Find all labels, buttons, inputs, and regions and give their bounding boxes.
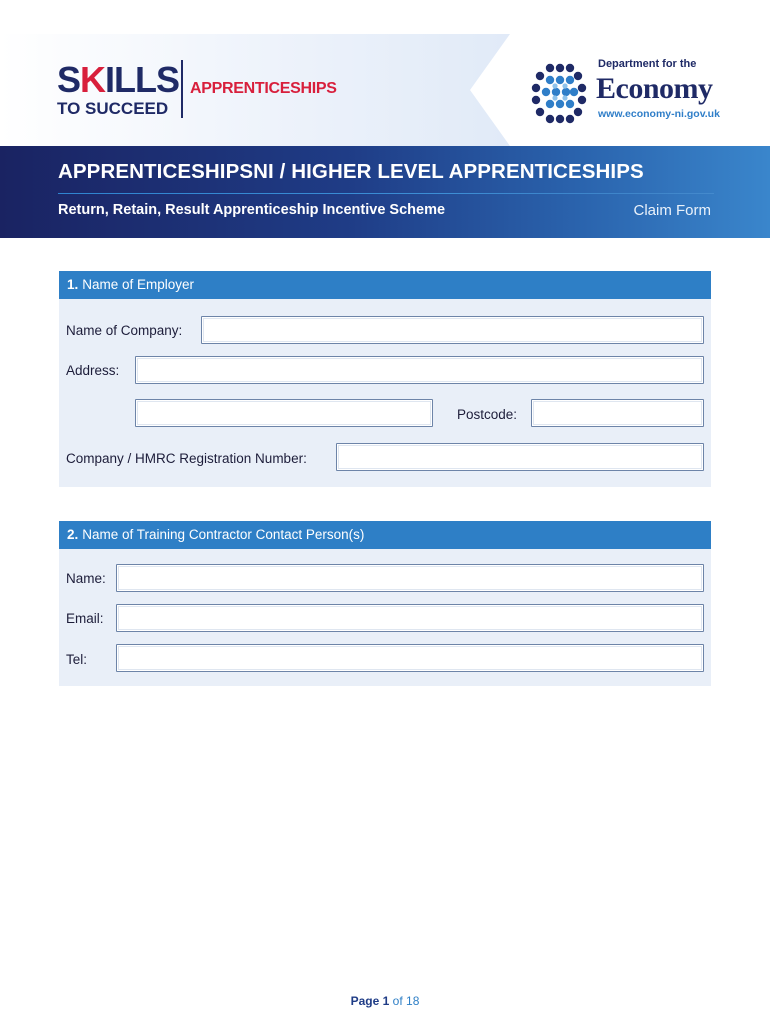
header-top-margin: [0, 0, 770, 34]
contact-name-input[interactable]: [116, 564, 704, 592]
section-employer: [59, 271, 711, 487]
hexagon-cluster-icon: [530, 62, 588, 124]
apprenticeships-logo-text: APPRENTICESHIPS: [190, 80, 337, 97]
address-line1-input[interactable]: [135, 356, 704, 384]
department-line: Department for the: [598, 58, 697, 70]
section-employer-header: 1. Name of Employer: [59, 271, 711, 299]
form-type-label: Claim Form: [633, 202, 711, 219]
section-training-contact: [59, 521, 711, 686]
title-divider: [58, 193, 714, 194]
contact-tel-label: Tel:: [66, 652, 88, 667]
section-training-contact-header: 2. Name of Training Contractor Contact Person(s): [59, 521, 711, 549]
company-name-input[interactable]: [201, 316, 704, 344]
page-title: APPRENTICESHIPSNI / HIGHER LEVEL APPRENTICESHIPS: [58, 160, 644, 183]
company-name-label: Name of Company:: [66, 323, 183, 338]
registration-number-label: Company / HMRC Registration Number:: [66, 451, 307, 466]
logo-divider: [181, 60, 183, 118]
contact-name-label: Name:: [66, 571, 106, 586]
address-label: Address:: [66, 363, 120, 378]
registration-number-input[interactable]: [336, 443, 704, 471]
address-line2-input[interactable]: [135, 399, 433, 427]
department-website: www.economy-ni.gov.uk: [598, 108, 720, 120]
skills-wordmark: SKILLS: [57, 59, 180, 100]
contact-email-label: Email:: [66, 611, 104, 626]
scheme-subtitle: Return, Retain, Result Apprenticeship Incentive Scheme: [58, 202, 446, 218]
postcode-label: Postcode:: [457, 407, 518, 422]
postcode-input[interactable]: [531, 399, 704, 427]
economy-wordmark: Economy: [596, 72, 713, 105]
to-succeed-wordmark: TO SUCCEED: [57, 99, 169, 118]
contact-email-input[interactable]: [116, 604, 704, 632]
skills-to-succeed-logo: [57, 59, 180, 118]
page-number: Page 1 of 18: [350, 994, 420, 1008]
contact-tel-input[interactable]: [116, 644, 704, 672]
